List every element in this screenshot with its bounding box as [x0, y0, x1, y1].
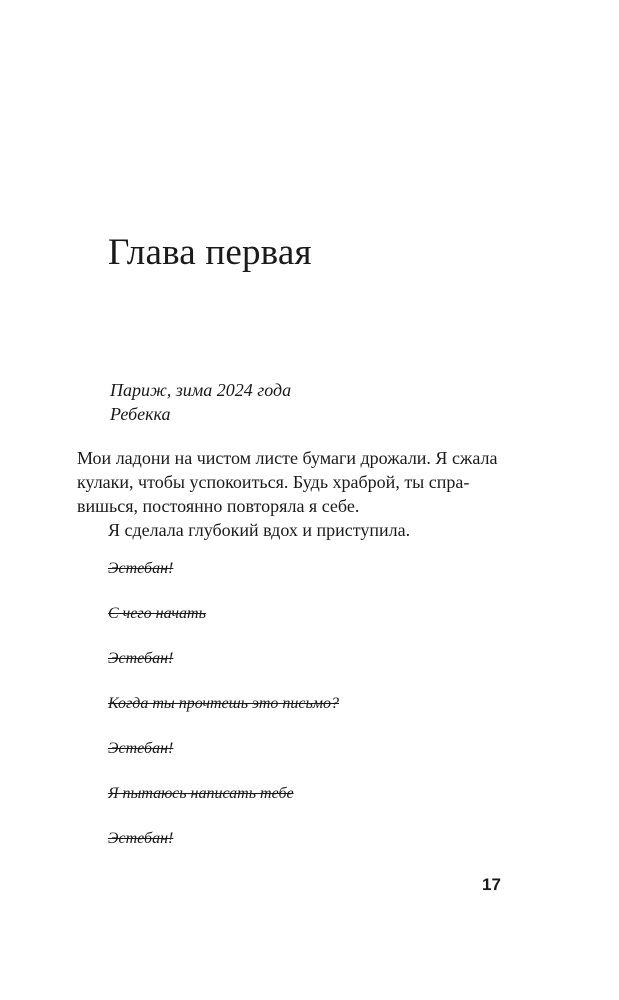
epigraph-name: Ребекка [110, 404, 171, 424]
body-line: кулаки, чтобы успокоиться. Будь храброй, ты спра- [77, 472, 470, 492]
draft-text: Эстебан! [108, 650, 174, 667]
draft-text: Эстебан! [108, 830, 174, 847]
body-text [77, 446, 509, 542]
draft-line [108, 651, 339, 673]
draft-line [108, 786, 339, 808]
draft-text: Эстебан! [108, 560, 174, 577]
draft-line [108, 561, 339, 583]
epigraph-place-date: Париж, зима 2024 года [110, 380, 292, 400]
draft-line [108, 831, 339, 853]
draft-text: Эстебан! [108, 740, 174, 757]
draft-line [108, 696, 339, 718]
epigraph [110, 378, 291, 426]
body-line: Я сделала глубокий вдох и приступила. [108, 520, 411, 540]
page-number: 17 [482, 875, 501, 894]
draft-line [108, 741, 339, 763]
crossed-out-drafts [108, 561, 339, 876]
draft-line [108, 606, 339, 628]
body-line: Мои ладони на чистом листе бумаги дрожали. Я сжала [77, 448, 498, 468]
draft-text: С чего начать [108, 605, 206, 622]
chapter-title: Глава первая [108, 232, 312, 273]
draft-text: Я пытаюсь написать тебе [108, 785, 294, 802]
draft-text: Когда ты прочтешь это письмо? [108, 695, 339, 712]
body-line: вишься, постоянно повторяла я себе. [77, 496, 360, 516]
